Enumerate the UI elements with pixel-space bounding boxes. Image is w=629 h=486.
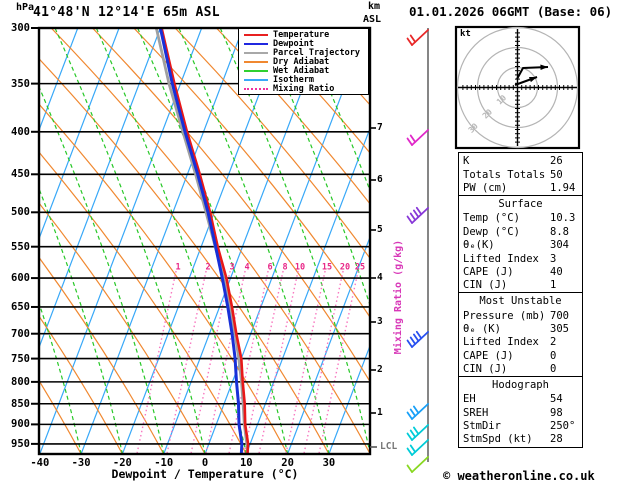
- legend-swatch-solid: [244, 43, 268, 45]
- km-tick-label: 7: [377, 122, 383, 133]
- pressure-tick-label: 750: [11, 352, 30, 365]
- km-tick-label: 3: [377, 316, 383, 327]
- pressure-tick-label: 350: [11, 77, 30, 90]
- chart-legend: [238, 28, 369, 95]
- legend-swatch-solid: [244, 70, 268, 72]
- table-row-label: Pressure (mb): [463, 309, 546, 322]
- table-row: [459, 349, 582, 362]
- table-row-value: 3: [550, 252, 557, 265]
- km-tick-label: 5: [377, 224, 383, 235]
- x-tick-label: 30: [322, 457, 336, 469]
- table-row-label: Dewp (°C): [463, 225, 520, 238]
- table-row-value: 2: [550, 336, 557, 349]
- mixing-ratio-value-label: 6: [267, 262, 273, 273]
- legend-swatch-solid: [244, 52, 268, 54]
- station-title: 41°48'N 12°14'E 65m ASL: [33, 5, 220, 20]
- x-tick-label: 0: [201, 457, 209, 469]
- mixing-ratio-line: [191, 271, 230, 454]
- pressure-tick-label: 300: [11, 22, 30, 34]
- table-row-label: K: [463, 155, 470, 168]
- km-tick-label: 4: [377, 272, 383, 283]
- x-axis-label: Dewpoint / Temperature (°C): [111, 467, 299, 481]
- table-row-value: 0: [550, 363, 557, 376]
- wind-barb-icon: [408, 130, 429, 145]
- legend-item-label: Parcel Trajectory: [273, 47, 360, 58]
- table-row-value: 250°: [550, 420, 576, 433]
- table-section-title: Most Unstable: [479, 295, 562, 308]
- table-section: [458, 376, 583, 448]
- wet-adiabat-line: [14, 28, 164, 454]
- mixing-ratio-value-label: 15: [321, 262, 333, 273]
- table-row: [459, 432, 582, 445]
- valid-time-title: 01.01.2026 06GMT (Base: 06): [409, 4, 613, 19]
- wet-adiabat-line: [55, 28, 205, 454]
- isotherm-line: [81, 28, 243, 454]
- table-row-value: 1: [550, 279, 557, 292]
- wind-barb-icon: [408, 332, 429, 347]
- mixing-ratio-value-label: 1: [175, 262, 181, 273]
- pressure-axis-unit: hPa: [16, 2, 35, 13]
- dry-adiabat-line: [0, 28, 246, 454]
- mixing-ratio-value-label: 3: [229, 262, 235, 273]
- legend-item-label: Isotherm: [273, 74, 314, 85]
- table-row-label: CIN (J): [463, 279, 508, 292]
- lcl-marker-label: LCL: [380, 441, 398, 452]
- table-row: [459, 211, 582, 224]
- mixing-ratio-value-label: 4: [244, 262, 250, 273]
- legend-swatch-dotted: [244, 88, 268, 90]
- table-row-label: PW (cm): [463, 182, 508, 195]
- legend-swatch-solid: [244, 61, 268, 63]
- table-row: [459, 181, 582, 194]
- pressure-tick-label: 400: [11, 125, 30, 138]
- table-row: [459, 252, 582, 265]
- table-row: [459, 392, 582, 405]
- table-row: [459, 362, 582, 375]
- table-row-label: StmDir: [463, 420, 501, 433]
- copyright: © weatheronline.co.uk: [443, 469, 595, 483]
- table-row: [459, 168, 582, 181]
- pressure-tick-label: 550: [11, 240, 30, 253]
- mixing-ratio-line: [304, 271, 343, 454]
- table-row-value: 28: [550, 433, 563, 446]
- pressure-tick-label: 700: [11, 327, 30, 340]
- mixing-ratio-line: [137, 271, 176, 454]
- table-row: [459, 322, 582, 335]
- table-row: [459, 309, 582, 322]
- table-row-label: Lifted Index: [463, 252, 539, 265]
- table-row-label: SREH: [463, 406, 489, 419]
- table-row: [459, 154, 582, 167]
- altitude-axis-unit-asl: ASL: [363, 14, 382, 25]
- km-tick-label: 1: [377, 407, 383, 418]
- table-section-title: Hodograph: [492, 378, 549, 391]
- table-row: [459, 419, 582, 432]
- table-row: [459, 265, 582, 278]
- table-row-label: CAPE (J): [463, 265, 514, 278]
- table-row: [459, 406, 582, 419]
- table-row-label: Lifted Index: [463, 336, 539, 349]
- legend-item-label: Temperature: [273, 29, 330, 40]
- wind-barb-icon: [408, 440, 429, 455]
- mixing-ratio-line: [259, 271, 298, 454]
- legend-item-label: Dry Adiabat: [273, 56, 330, 67]
- table-section: [458, 152, 583, 196]
- wind-barb-icon: [408, 425, 429, 440]
- table-row-label: Totals Totals: [463, 168, 546, 181]
- legend-item-label: Dewpoint: [273, 38, 314, 49]
- table-row-value: 40: [550, 265, 563, 278]
- legend-item-label: Wet Adiabat: [273, 65, 330, 76]
- table-row-value: 50: [550, 168, 563, 181]
- table-row-label: CAPE (J): [463, 349, 514, 362]
- mixing-ratio-line: [167, 271, 206, 454]
- pressure-tick-label: 500: [11, 206, 30, 219]
- table-row-value: 26: [550, 155, 563, 168]
- wind-barb-icon: [408, 457, 429, 472]
- indices-table: [458, 154, 583, 448]
- table-row-value: 0: [550, 349, 557, 362]
- table-row-label: Temp (°C): [463, 212, 520, 225]
- pressure-tick-label: 950: [11, 437, 30, 450]
- table-row-label: CIN (J): [463, 363, 508, 376]
- table-row-value: 10.3: [550, 212, 576, 225]
- table-row-value: 54: [550, 393, 563, 406]
- mixing-ratio-value-label: 8: [282, 262, 288, 273]
- wind-barb-icon: [408, 30, 429, 45]
- pressure-tick-label: 650: [11, 300, 30, 313]
- legend-swatch-solid: [244, 34, 268, 36]
- legend-item-label: Mixing Ratio: [273, 83, 335, 94]
- hodograph-ring-label: 20: [480, 107, 495, 121]
- table-row-label: θₑ(K): [463, 239, 495, 252]
- table-row: [459, 225, 582, 238]
- altitude-axis-unit-km: km: [368, 1, 381, 12]
- legend-swatch-solid: [244, 79, 268, 81]
- mixing-ratio-line: [319, 271, 358, 454]
- table-row: [459, 335, 582, 348]
- table-row-label: StmSpd (kt): [463, 433, 533, 446]
- legend-item: [239, 84, 368, 93]
- km-tick-label: 6: [377, 174, 383, 185]
- table-row-value: 304: [550, 239, 569, 252]
- table-row-value: 98: [550, 406, 563, 419]
- table-row: [459, 278, 582, 291]
- x-tick-label: 20: [281, 457, 294, 469]
- table-row: [459, 238, 582, 251]
- x-tick-label: -20: [112, 457, 132, 469]
- table-row-value: 1.94: [550, 182, 576, 195]
- x-tick-label: -40: [30, 457, 50, 469]
- mixing-ratio-value-label: 20: [339, 262, 351, 273]
- hodograph-unit-label: kt: [460, 29, 471, 39]
- mixing-ratio-axis-label: Mixing Ratio (g/kg): [393, 239, 404, 355]
- pressure-tick-label: 900: [11, 418, 30, 431]
- pressure-tick-label: 800: [11, 375, 30, 388]
- table-row-value: 8.8: [550, 225, 569, 238]
- pressure-tick-label: 600: [11, 272, 30, 285]
- x-tick-label: -10: [154, 457, 174, 469]
- mixing-ratio-value-label: 10: [294, 262, 306, 273]
- mixing-ratio-value-label: 2: [205, 262, 211, 273]
- table-row-value: 305: [550, 322, 569, 335]
- pressure-tick-label: 850: [11, 397, 30, 410]
- km-tick-label: 2: [377, 364, 383, 375]
- wind-barb-icon: [408, 208, 429, 223]
- table-section: [458, 195, 583, 294]
- wind-barb-icon: [408, 404, 429, 419]
- hodograph-ring-label: 10: [495, 93, 509, 107]
- table-row-label: θₑ (K): [463, 322, 501, 335]
- table-section: [458, 292, 583, 377]
- hodograph-ring-label: 30: [466, 121, 480, 135]
- table-row-value: 700: [550, 309, 569, 322]
- pressure-tick-label: 450: [11, 168, 30, 181]
- table-row-label: EH: [463, 393, 476, 406]
- mixing-ratio-value-label: 25: [354, 262, 366, 273]
- table-section-title: Surface: [498, 197, 543, 210]
- x-tick-label: -30: [71, 457, 91, 469]
- x-tick-label: 10: [239, 457, 253, 469]
- hodograph: [456, 27, 579, 148]
